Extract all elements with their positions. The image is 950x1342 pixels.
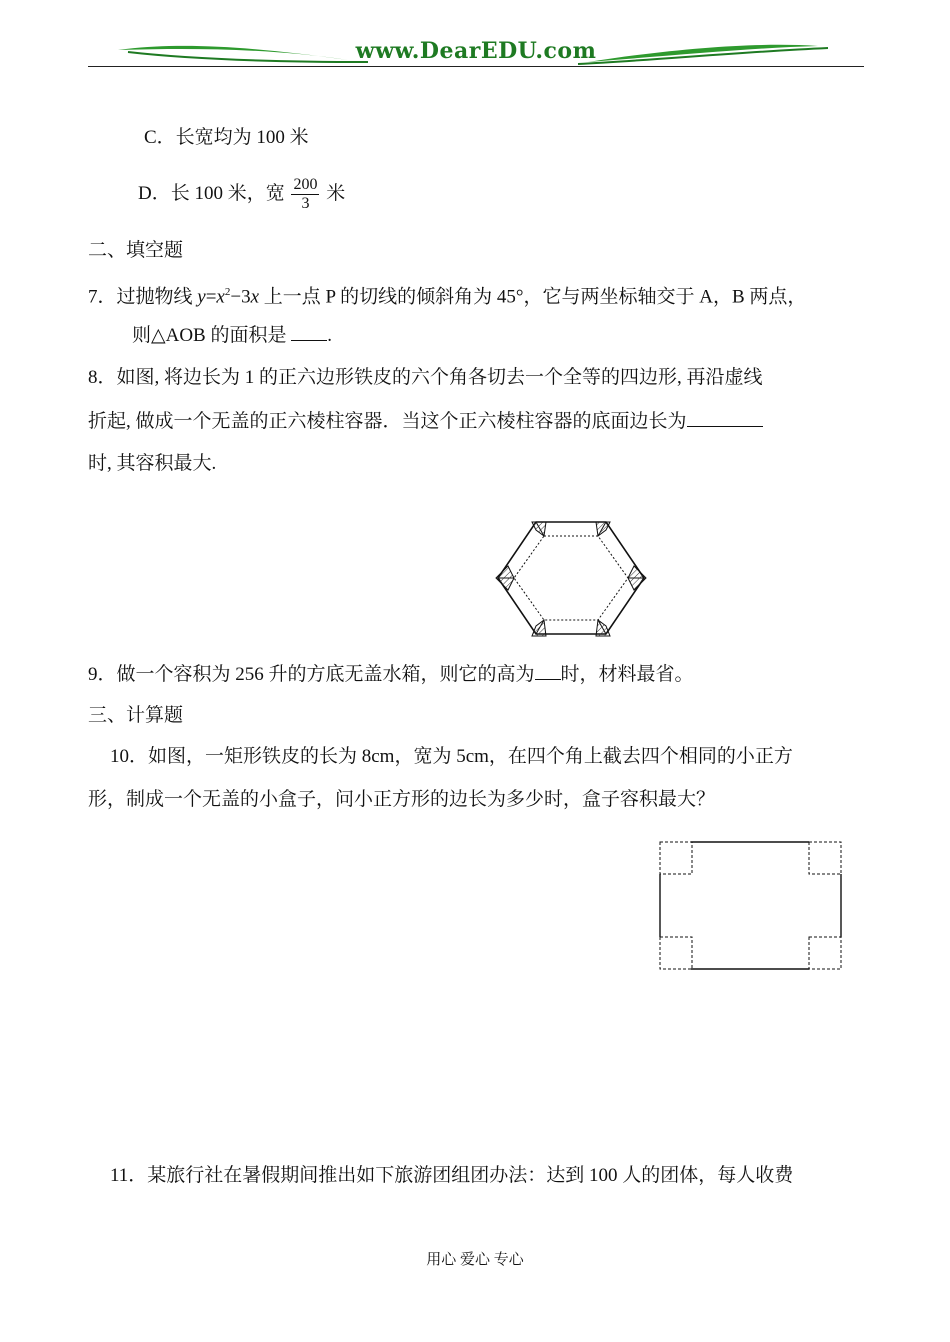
question-7-line-1 [88, 279, 806, 310]
q7-answer-blank[interactable] [291, 322, 327, 341]
rectangle-sheet-figure [659, 841, 843, 971]
q7-text-c: 则△AOB 的面积是 [132, 325, 287, 346]
hexagon-container-figure [494, 514, 654, 644]
fraction-denominator: 3 [301, 195, 310, 212]
q7-text-b: 上一点 P 的切线的倾斜角为 45°，它与两坐标轴交于 A，B 两点， [259, 286, 807, 308]
option-d [138, 176, 345, 213]
question-9 [88, 661, 694, 688]
q7-var-x: x [216, 286, 225, 308]
section-title-calculation: 三、计算题 [88, 705, 184, 726]
fraction-numerator: 200 [293, 176, 318, 193]
question-10-line-1: 10．如图，一矩形铁皮的长为 8cm，宽为 5cm，在四个角上截去四个相同的小正方 [110, 746, 793, 767]
question-8-line-2 [88, 408, 763, 435]
question-11-line-1: 11．某旅行社在暑假期间推出如下旅游团组团办法：达到 100 人的团体，每人收费 [110, 1165, 794, 1186]
q7-minus-3: −3 [230, 286, 251, 308]
q9-answer-blank[interactable] [535, 661, 561, 680]
q9-text-b: 时，材料最省。 [560, 664, 694, 685]
q8-answer-blank[interactable] [687, 408, 763, 427]
q7-eq: = [205, 286, 217, 308]
question-10-line-2: 形，制成一个无盖的小盒子，问小正方形的边长为多少时，盒子容积最大？ [88, 789, 716, 810]
page-footer: 用心 爱心 专心 [426, 1252, 524, 1268]
option-d-prefix: D．长 100 米，宽 [138, 182, 285, 204]
section-title-fill-in: 二、填空题 [88, 240, 184, 261]
option-c: C．长宽均为 100 米 [144, 127, 309, 148]
q9-text-a: 9．做一个容积为 256 升的方底无盖水箱，则它的高为 [88, 664, 535, 685]
question-7-line-2 [132, 322, 332, 349]
header-divider [88, 66, 864, 67]
question-8-line-1: 8．如图, 将边长为 1 的正六边形铁皮的六个角各切去一个全等的四边形, 再沿虚线 [88, 367, 763, 388]
q7-exponent: 2 [224, 286, 231, 298]
q7-end: . [327, 325, 332, 346]
question-8-line-3: 时, 其容积最大. [88, 453, 217, 474]
site-logo[interactable]: www.DearEDU.com [355, 38, 597, 64]
option-d-suffix: 米 [326, 182, 346, 204]
q8-text-b: 折起, 做成一个无盖的正六棱柱容器．当这个正六棱柱容器的底面边长为 [88, 411, 687, 432]
q7-text-a: 7．过抛物线 [88, 286, 198, 308]
q7-var-x2: x [250, 286, 260, 308]
page-header [88, 36, 864, 70]
q7-var-y: y [197, 286, 206, 308]
fraction-200-over-3 [291, 176, 319, 213]
